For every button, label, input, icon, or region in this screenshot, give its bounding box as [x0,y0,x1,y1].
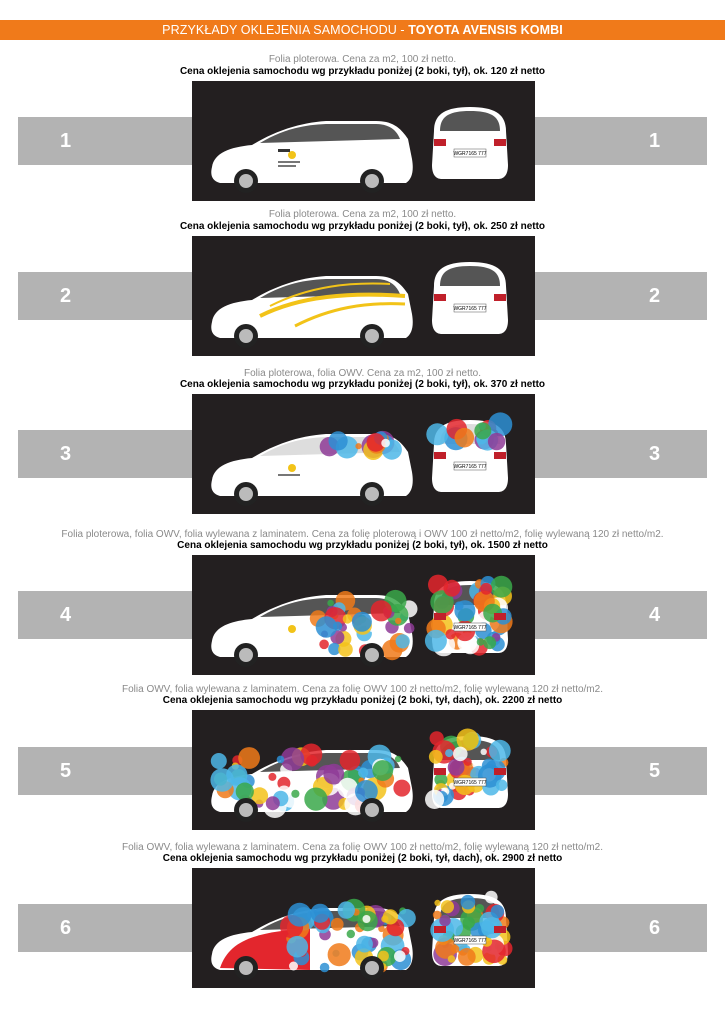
example-number: 2 [60,285,72,307]
car-side-view [211,121,412,193]
car-rear-view [432,262,508,334]
example-number-band-right [535,430,707,478]
example-number: 1 [649,130,661,152]
example-price: Cena oklejenia samochodu wg przykładu poniżej (2 boki, tył), ok. 250 zł netto [179,221,546,232]
car-rear-view [430,891,512,966]
car-rear-view [426,412,512,492]
example-number: 5 [649,760,661,782]
car-wrap-photo [192,394,535,514]
example-number-band-right [535,117,707,165]
car-wrap-photo [192,710,535,830]
example-number-band-left [18,272,192,320]
car-wrap-photo [192,868,535,988]
svg-text:WGR7165 777: WGR7165 777 [453,151,487,157]
example-description: Folia ploterowa, folia OWV, folia wylewana z laminatem. Cena za folię ploterową i OWV 100 zł netto/m2, folię wylewaną 120 zł netto/m2. [61,529,664,540]
example-number: 6 [649,917,661,939]
example-description: Folia ploterowa. Cena za m2, 100 zł netto. [268,209,457,220]
example-number-band-right [535,272,707,320]
example-number-band-right [535,591,707,639]
svg-text:WGR7165 777: WGR7165 777 [453,306,487,312]
example-number-band-right [535,904,707,952]
example-number-band-left [18,117,192,165]
car-rear-view [432,107,508,179]
example-number-band-left [18,591,192,639]
example-description: Folia ploterowa, folia OWV. Cena za m2, 100 zł netto. [244,368,481,379]
example-number: 5 [60,760,72,782]
header-title-model: TOYOTA AVENSIS KOMBI [408,23,563,37]
car-side-view [211,431,412,506]
page-header [0,20,725,40]
car-wrap-photo [192,555,535,675]
car-rear-view [425,729,511,810]
car-side-view [210,744,412,823]
car-wrap-photo [192,236,535,356]
svg-text:WGR7165 777: WGR7165 777 [453,464,487,470]
example-number: 4 [60,604,72,626]
svg-text:WGR7165 777: WGR7165 777 [453,780,487,786]
example-price: Cena oklejenia samochodu wg przykładu poniżej (2 boki, tył), ok. 120 zł netto [179,66,546,77]
example-number-band-left [18,430,192,478]
example-number-band-left [18,747,192,795]
example-number-band-left [18,904,192,952]
example-description: Folia ploterowa. Cena za m2, 100 zł netto. [268,54,457,65]
header-title-prefix: PRZYKŁADY OKLEJENIA SAMOCHODU - [162,23,409,37]
example-price: Cena oklejenia samochodu wg przykładu poniżej (2 boki, tył, dach), ok. 2200 zł netto [162,695,563,706]
example-description: Folia OWV, folia wylewana z laminatem. Cena za folię OWV 100 zł netto/m2, folię wylewaną 120 zł netto/m2. [122,684,603,695]
example-number: 2 [649,285,661,307]
example-number: 1 [60,130,72,152]
car-side-view [211,590,417,667]
example-number: 6 [60,917,72,939]
example-number-band-right [535,747,707,795]
example-description: Folia OWV, folia wylewana z laminatem. Cena za folię OWV 100 zł netto/m2, folię wylewaną 120 zł netto/m2. [122,842,603,853]
example-price: Cena oklejenia samochodu wg przykładu poniżej (2 boki, tył), ok. 1500 zł netto [177,540,548,551]
car-wrap-photo [192,81,535,201]
example-price: Cena oklejenia samochodu wg przykładu poniżej (2 boki, tył, dach), ok. 2900 zł netto [162,853,563,864]
svg-text:WGR7165 777: WGR7165 777 [453,625,487,631]
svg-text:WGR7165 777: WGR7165 777 [453,938,487,944]
example-number: 3 [649,443,661,465]
car-rear-view [425,575,513,657]
example-number: 3 [60,443,72,465]
car-side-view [211,276,412,348]
car-side-view [211,899,416,980]
example-number: 4 [649,604,661,626]
example-price: Cena oklejenia samochodu wg przykładu poniżej (2 boki, tył), ok. 370 zł netto [179,379,546,390]
